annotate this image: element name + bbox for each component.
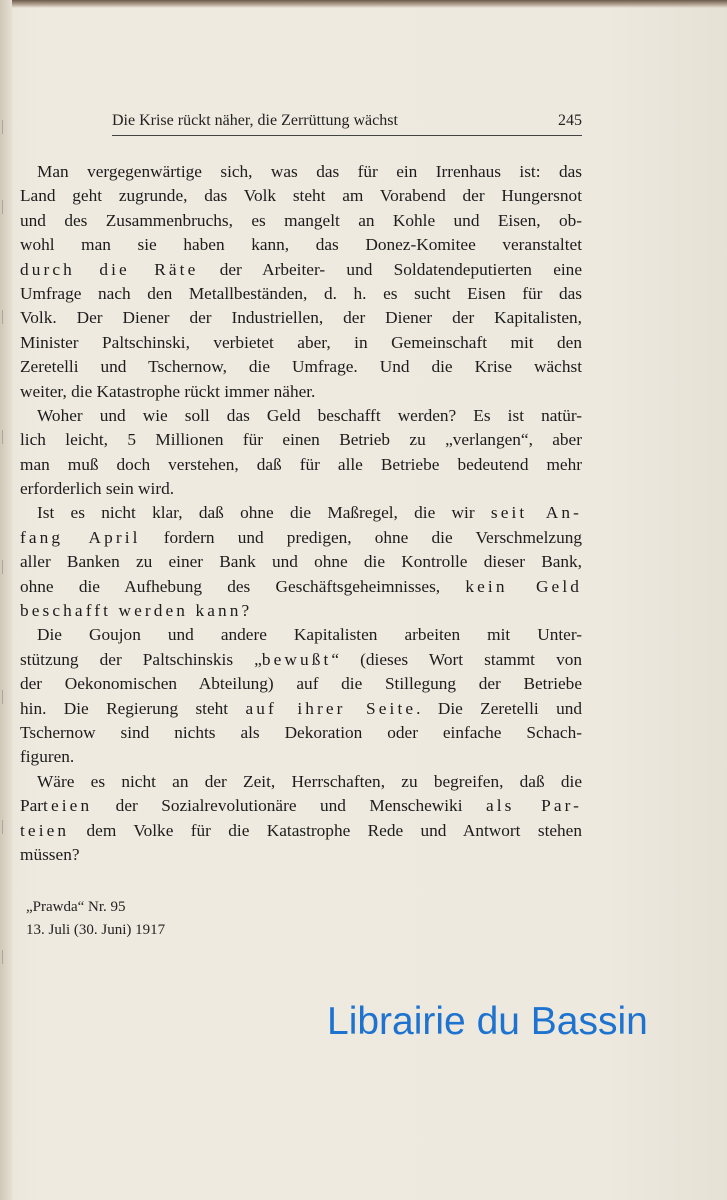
paragraph — [20, 160, 582, 404]
text-line: Parteien der Sozialrevolutionäre und Menschewiki als Par- — [20, 796, 582, 816]
paragraph — [20, 623, 582, 769]
paragraph — [20, 501, 582, 623]
page-top-edge — [0, 0, 727, 8]
gutter-mark — [2, 200, 13, 214]
text-line: Die Goujon und andere Kapitalisten arbeiten mit Unter- — [37, 625, 582, 645]
gutter-mark — [2, 310, 13, 324]
gutter-mark — [2, 690, 13, 704]
text-line: Ist es nicht klar, daß ohne die Maßregel, die wir seit An- — [37, 503, 582, 523]
gutter-mark — [2, 430, 13, 444]
gutter-mark — [2, 950, 13, 964]
text-line: Woher und wie soll das Geld beschafft werden? Es ist natür- — [37, 405, 582, 425]
text-line: Minister Paltschinski, verbietet aber, in Gemeinschaft mit den — [20, 332, 582, 352]
text-line: aller Banken zu einer Bank und ohne die Kontrolle dieser Bank, — [20, 552, 582, 572]
text-line: Land geht zugrunde, das Volk steht am Vorabend der Hungersnot — [20, 186, 582, 206]
text-line: figuren. — [20, 747, 75, 767]
text-line: Wäre es nicht an der Zeit, Herrschaften, zu begreifen, daß die — [37, 771, 582, 791]
source-citation — [26, 896, 165, 942]
text-line: wohl man sie haben kann, das Donez-Komitee veranstaltet — [20, 235, 582, 255]
text-line: Zeretelli und Tschernow, die Umfrage. Und die Krise wächst — [20, 357, 582, 377]
text-line: stützung der Paltschinskis „bewußt“ (dieses Wort stammt von — [20, 649, 582, 669]
text-line: und des Zusammenbruchs, es mangelt an Kohle und Eisen, ob- — [20, 210, 582, 230]
source-line-1: „Prawda“ Nr. 95 — [26, 899, 126, 915]
paragraph — [20, 770, 582, 868]
text-line: teien dem Volke für die Katastrophe Rede und Antwort stehen — [20, 820, 582, 840]
body-text — [20, 160, 582, 867]
running-head: Die Krise rückt näher, die Zerrüttung wächst — [112, 112, 398, 129]
text-line: Umfrage nach den Metallbeständen, d. h. es sucht Eisen für das — [20, 283, 582, 303]
text-line: Volk. Der Diener der Industriellen, der Diener der Kapitalisten, — [20, 308, 582, 328]
text-line: der Oekonomischen Abteilung) auf die Stillegung der Betriebe — [20, 674, 582, 694]
gutter-mark — [2, 120, 13, 134]
header-rule — [112, 135, 582, 136]
page-header — [112, 112, 582, 132]
text-line: Man vergegenwärtige sich, was das für ein Irrenhaus ist: das — [37, 162, 582, 181]
gutter-mark — [2, 820, 13, 834]
text-line: durch die Räte der Arbeiter- und Soldatendeputierten eine — [20, 259, 582, 279]
gutter-mark — [2, 560, 13, 574]
text-line: Tschernow sind nichts als Dekoration oder einfache Schach- — [20, 722, 582, 742]
page-number: 245 — [558, 112, 582, 129]
text-line: lich leicht, 5 Millionen für einen Betrieb zu „verlangen“, aber — [20, 430, 582, 450]
text-line: hin. Die Regierung steht auf ihrer Seite. Die Zeretelli und — [20, 698, 583, 718]
text-line: ohne die Aufhebung des Geschäftsgeheimnisses, kein Geld — [20, 576, 582, 596]
text-line: fang April fordern und predigen, ohne die Verschmelzung — [20, 527, 582, 547]
binding-gutter — [0, 0, 12, 1200]
text-line: müssen? — [20, 844, 80, 864]
paragraph — [20, 404, 582, 502]
text-line: weiter, die Katastrophe rückt immer näher. — [20, 381, 316, 401]
watermark-text: Librairie du Bassin — [327, 1000, 648, 1043]
text-line: erforderlich sein wird. — [20, 479, 175, 499]
text-line: beschafft werden kann? — [20, 601, 253, 621]
source-line-2: 13. Juli (30. Juni) 1917 — [26, 922, 166, 938]
text-line: man muß doch verstehen, daß für alle Betriebe bedeutend mehr — [20, 454, 582, 474]
